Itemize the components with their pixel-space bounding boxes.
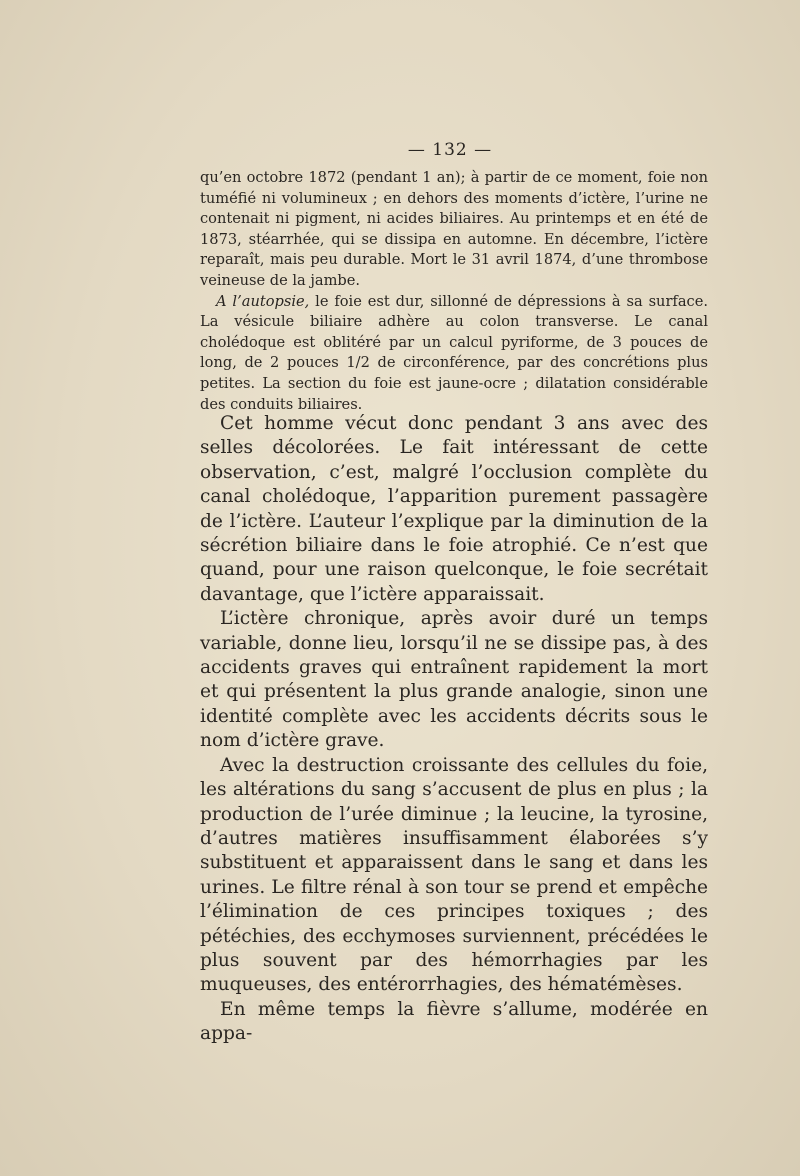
autopsy-label: A l’autopsie, [216,292,310,310]
body-paragraph-1: Cet homme vécut donc pendant 3 ans avec des selles décolorées. Le fait intéressant de cette observation, c’est, malgré l’occlusion complète du canal cholédoque, l’apparition purement passagère de l’ictère. L’auteur l’explique par la diminution de la sécrétion biliaire dans le foie atrophié. Ce n’est que quand, pour une raison quelconque, le foie secrétait davantage, que l’ictère apparaissait. [200,413,708,605]
case-note [200,168,708,415]
case-note-paragraph: qu’en octobre 1872 (pendant 1 an); à partir de ce moment, foie non tuméfié ni volumineux ; en dehors des moments d’ictère, l’urine ne contenait ni pigment, ni acides biliaires. Au printemps et en été de 1873, stéarrhée, qui se dissipa en automne. En décembre, l’ictère reparaît, mais peu durable. Mort le 31 avril 1874, d’une thrombose veineuse de la jambe. [200,169,708,289]
body-paragraph-3: Avec la destruction croissante des cellules du foie, les altérations du sang s’accusent de plus en plus ; la production de l’urée diminue ; la leucine, la tyrosine, d’autres matières insuffisamment élaborées s’y substituent et apparaissent dans le sang et dans les urines. Le filtre rénal à son tour se prend et empêche l’élimination de ces principes toxiques ; des pétéchies, des ecchymoses surviennent, précédées le plus souvent par des hémorrhagies par les muqueuses, des entérorrhagies, des hématémèses. [200,754,708,996]
page-number: — 132 — [407,140,493,160]
body-paragraph-4: En même temps la fièvre s’allume, modérée en appa- [200,998,708,1045]
body-paragraph-2: L’ictère chronique, après avoir duré un temps variable, donne lieu, lorsqu’il ne se dissipe pas, à des accidents graves qui entraînent rapidement la mort et qui présentent la plus grande analogie, sinon une identité complète avec les accidents décrits sous le nom d’ictère grave. [200,608,708,752]
autopsy-text: le foie est dur, sillonné de dépressions à sa surface. La vésicule biliaire adhère au colon transverse. Le canal cholédoque est oblitéré par un calcul pyriforme, de 3 pouces de long, de 2 pouces 1/2 de circonférence, par des concrétions plus petites. La section du foie est jaune-ocre ; dilatation considérable des conduits biliaires. [200,292,708,413]
main-text [200,412,708,1047]
autopsy-paragraph [200,292,708,416]
